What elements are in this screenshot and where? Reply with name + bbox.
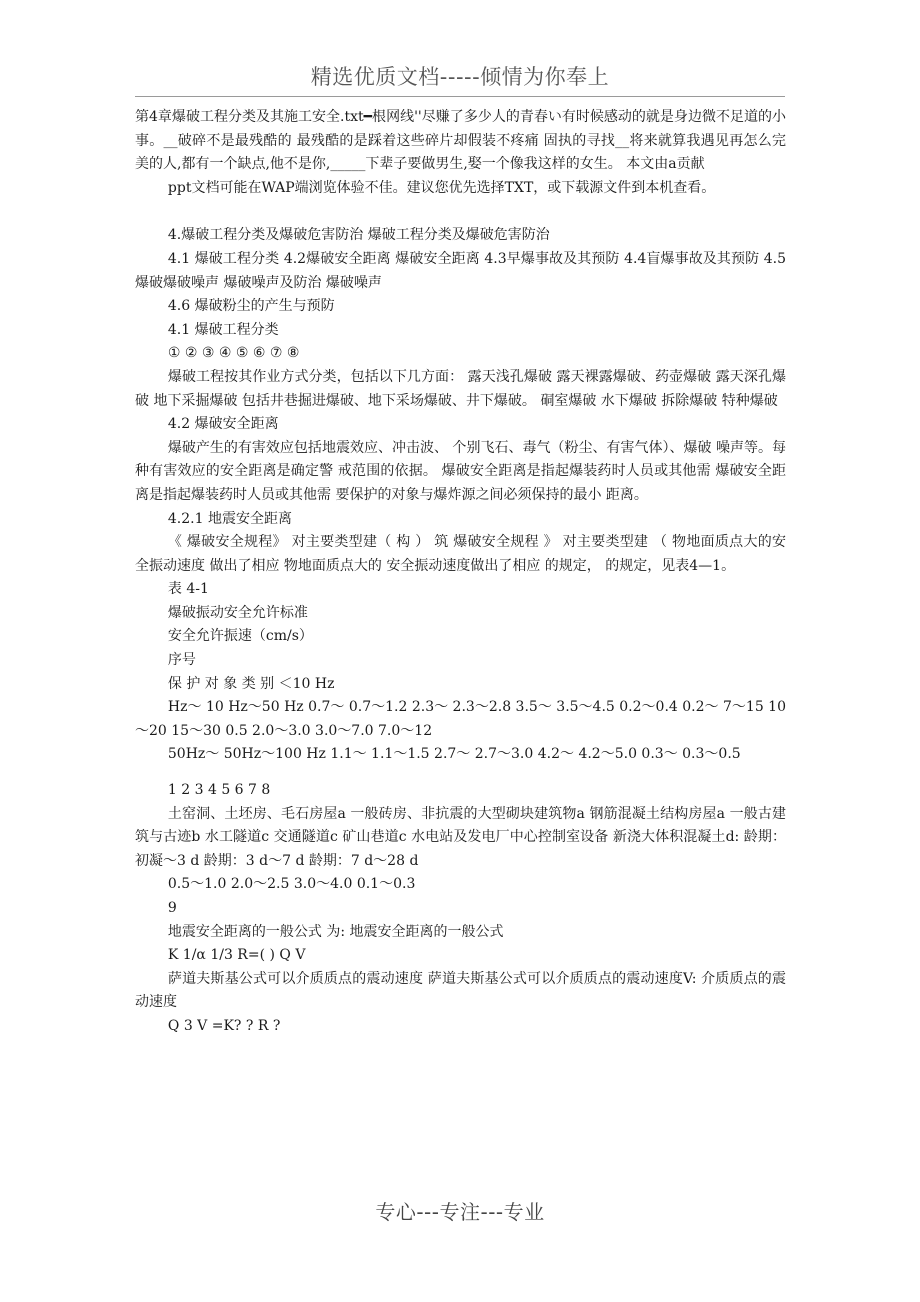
table-serial-numbers: 1 2 3 4 5 6 7 8 bbox=[167, 782, 271, 799]
chapter-outline: 4.1 爆破工程分类 4.2爆破安全距离 爆破安全距离 4.3早爆事故及其预防 4.4盲爆事故及其预防 4.5爆破爆破噪声 爆破噪声及防治 爆破噪声 bbox=[135, 250, 786, 291]
table-values-row-2: 50Hz～ 50Hz～100 Hz 1.1～ 1.1～1.5 2.7～ 2.7～3.0 4.2～ 4.2～5.0 0.3～ 0.3～0.5 bbox=[167, 746, 741, 763]
formula-line-2: Q 3 V =K? ? R ? bbox=[167, 1017, 281, 1034]
document-body bbox=[135, 106, 786, 1039]
chapter-title: 4.爆破工程分类及爆破危害防治 爆破工程分类及爆破危害防治 bbox=[167, 227, 550, 244]
regulation-paragraph: 《 爆破安全规程》 对主要类型建（ 构 ） 筑 爆破安全规程 》 对主要类型建 （ 物地面质点大的安全振动速度 做出了相应 物地面质点大的 安全振动速度做出了相应 的规定， 的规定，见表4—1。 bbox=[135, 534, 786, 574]
table-serial-9: 9 bbox=[167, 900, 177, 916]
format-notice: ppt文档可能在WAP端浏览体验不佳。建议您优先选择TXT，或下载源文件到本机查看。 bbox=[167, 179, 716, 196]
table-object-types: 土窑洞、土坯房、毛石房屋a 一般砖房、非抗震的大型砌块建筑物a 钢筋混凝土结构房屋a 一般古建筑与古迹b 水工隧道c 交通隧道c 矿山巷道c 水电站及发电厂中心控制室设备 新浇大体积混凝土d: 龄期：初凝～3 d 龄期：3 d～7 d 龄期：7 d～28 d bbox=[135, 805, 786, 869]
header-title: 精选优质文档-----倾情为你奉上 bbox=[310, 65, 610, 89]
page-footer bbox=[0, 1196, 920, 1225]
formula-heading: 地震安全距离的一般公式 为: 地震安全距离的一般公式 bbox=[167, 923, 504, 940]
formula-line: K 1/α 1/3 R=( ) Q V bbox=[167, 947, 306, 964]
chapter-outline-4-6: 4.6 爆破粉尘的产生与预防 bbox=[167, 298, 335, 315]
table-label: 表 4-1 bbox=[167, 581, 209, 598]
blasting-classification-paragraph: 爆破工程按其作业方式分类，包括以下几方面： 露天浅孔爆破 露天裸露爆破、药壶爆破 露天深孔爆破 地下采掘爆破 包括井巷掘进爆破、地下采场爆破、井下爆破。 硐室爆破 水下爆破 拆除爆破 特种爆破 bbox=[135, 368, 786, 409]
circled-numbers: ① ② ③ ④ ⑤ ⑥ ⑦ ⑧ bbox=[167, 345, 300, 362]
table-col-serial: 序号 bbox=[167, 652, 196, 669]
table-values-row-1: Hz～ 10 Hz～50 Hz 0.7～ 0.7～1.2 2.3～ 2.3～2.8 3.5～ 3.5～4.5 0.2～0.4 0.2～ 7～15 10～20 15～30 0.5 2.0～3.0 3.0～7.0 7.0～12 bbox=[135, 699, 786, 739]
table-values-row-3: 0.5～1.0 2.0～2.5 3.0～4.0 0.1～0.3 bbox=[167, 876, 416, 893]
intro-paragraph: 第4章爆破工程分类及其施工安全.txt━根网线''尽赚了多少人的青春い有时候感动的就是身边微不足道的小事。__破碎不是最残酷的 最残酷的是踩着这些碎片却假装不疼痛 固执的寻找__将来就算我遇见再怎么完美的人,都有一个缺点,他不是你,_____下辈子要做男生,娶一个像我这样的女生。 本文由a贡献 bbox=[135, 109, 786, 173]
safety-distance-paragraph: 爆破产生的有害效应包括地震效应、冲击波、 个别飞石、毒气（粉尘、有害气体）、爆破 噪声等。每种有害效应的安全距离是确定警 戒范围的依据。 爆破安全距离是指起爆装药时人员或其他需 爆破安全距离是指起爆装药时人员或其他需 要保护的对象与爆炸源之间必须保持的最小 距离。 bbox=[135, 439, 786, 503]
sadovsky-formula-paragraph: 萨道夫斯基公式可以介质质点的震动速度 萨道夫斯基公式可以介质质点的震动速度V: 介质质点的震动速度 bbox=[135, 970, 786, 1011]
section-heading-4-2-1: 4.2.1 地震安全距离 bbox=[167, 510, 292, 527]
section-heading-4-1: 4.1 爆破工程分类 bbox=[167, 321, 279, 338]
table-unit-label: 安全允许振速（cm/s） bbox=[167, 628, 313, 645]
section-heading-4-2: 4.2 爆破安全距离 bbox=[167, 416, 279, 433]
page-header bbox=[135, 62, 785, 97]
table-col-protected-objects: 保 护 对 象 类 别 ＜10 Hz bbox=[167, 675, 335, 692]
table-title: 爆破振动安全允许标准 bbox=[167, 604, 308, 621]
footer-text: 专心---专注---专业 bbox=[375, 1200, 545, 1224]
